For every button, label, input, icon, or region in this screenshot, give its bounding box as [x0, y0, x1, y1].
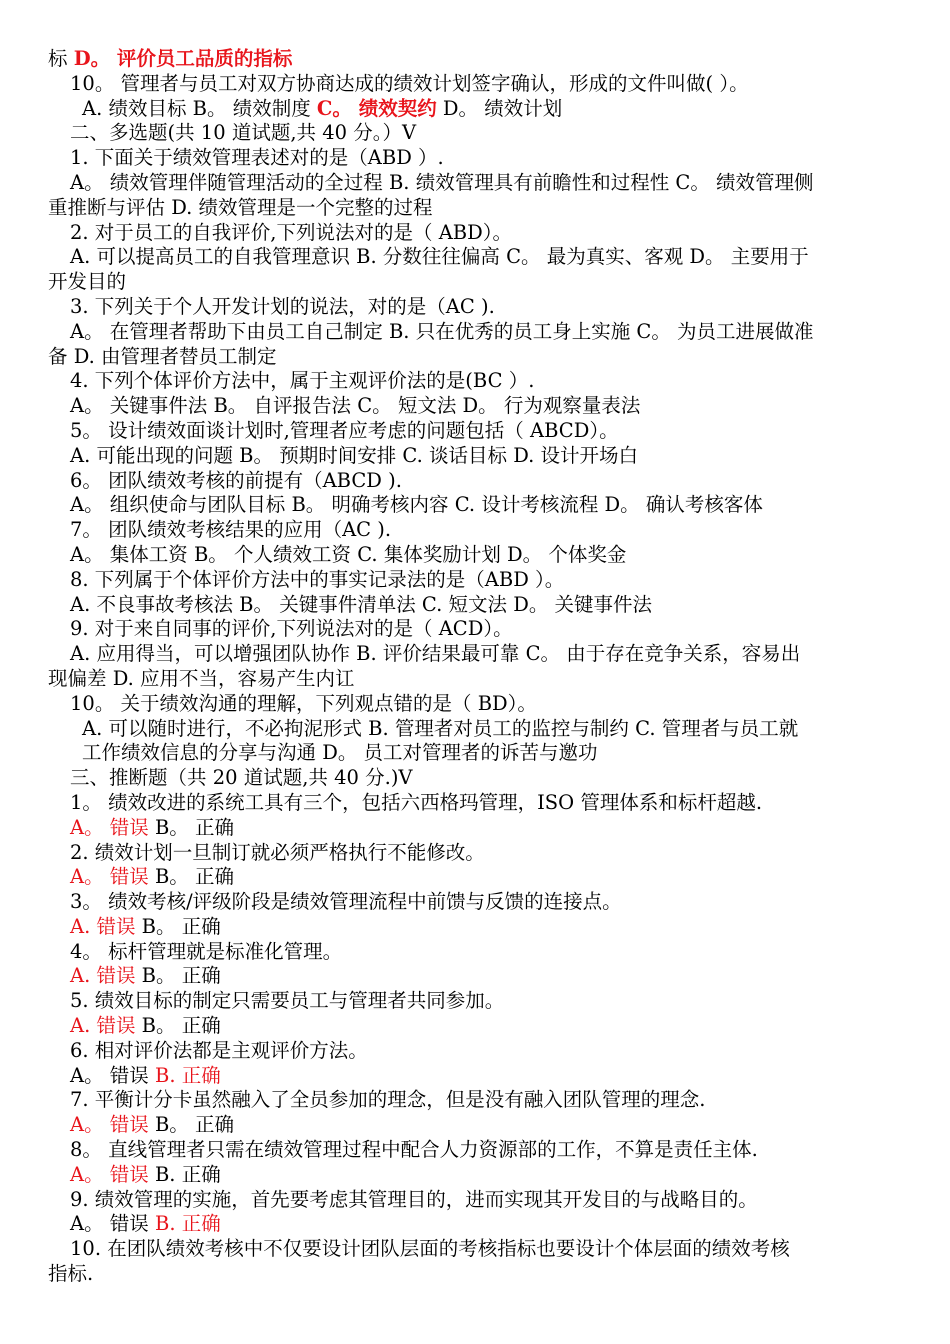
text-segment: A。 关键事件法 B。 自评报告法 C。 短文法 D。 行为观察量表法 [70, 394, 641, 418]
text-line [48, 97, 906, 122]
text-line [48, 692, 906, 717]
text-segment: A。 绩效管理伴随管理活动的全过程 B. 绩效管理具有前瞻性和过程性 C。 绩效管理侧 [70, 170, 814, 194]
highlighted-answer: A。 错误 [70, 815, 149, 839]
text-line [48, 171, 906, 196]
highlighted-answer: A。 错误 [70, 865, 149, 889]
text-line [48, 394, 906, 419]
text-segment: A。 组织使命与团队目标 B。 明确考核内容 C. 设计考核流程 D。 确认考核客体 [70, 493, 763, 517]
text-segment: 指标. [48, 1262, 94, 1286]
text-segment: A. 可能出现的问题 B。 预期时间安排 C. 谈话目标 D. 设计开场白 [70, 443, 639, 467]
text-line [48, 444, 906, 469]
text-segment: 工作绩效信息的分享与沟通 D。 员工对管理者的诉苦与邀功 [82, 741, 598, 765]
text-line [48, 865, 906, 890]
text-line [48, 1088, 906, 1113]
text-line [48, 816, 906, 841]
text-segment: 2. 对于员工的自我评价,下列说法对的是（ ABD）。 [70, 220, 512, 244]
highlighted-answer: B. 正确 [154, 1063, 221, 1087]
text-segment: 6。 团队绩效考核的前提有（ABCD ). [70, 468, 402, 492]
text-segment: 5。 设计绩效面谈计划时,管理者应考虑的问题包括（ ABCD）。 [70, 418, 619, 442]
text-line [48, 940, 906, 965]
text-line [48, 841, 906, 866]
text-segment: 开发目的 [48, 270, 127, 294]
highlighted-answer: A。 错误 [70, 1162, 149, 1186]
text-segment: 9. 对于来自同事的评价,下列说法对的是（ ACD）。 [70, 617, 513, 641]
text-segment: A. 应用得当，可以增强团队协作 B. 评价结果最可靠 C。 由于存在竞争关系，容易出 [70, 642, 801, 666]
text-segment: 2. 绩效计划一旦制订就必须严格执行不能修改。 [70, 840, 485, 864]
text-line [48, 890, 906, 915]
highlighted-answer: A. 错误 [70, 914, 136, 938]
text-segment: 6. 相对评价法都是主观评价方法。 [70, 1038, 368, 1062]
text-segment: 三、推断题（共 20 道试题,共 40 分.)V [70, 766, 413, 790]
text-line [48, 1039, 906, 1064]
text-line [48, 543, 906, 568]
text-segment: 8。 直线管理者只需在绩效管理过程中配合人力资源部的工作，不算是责任主体. [70, 1138, 758, 1162]
text-line [48, 146, 906, 171]
highlighted-answer: A。 错误 [70, 1113, 149, 1137]
text-segment: B。 正确 [135, 914, 221, 938]
text-line [48, 964, 906, 989]
text-segment: D。 绩效计划 [436, 96, 563, 120]
text-line [48, 1188, 906, 1213]
text-segment: 10. 在团队绩效考核中不仅要设计团队层面的考核指标也要设计个体层面的绩效考核 [70, 1237, 790, 1261]
text-line [48, 196, 906, 221]
highlighted-answer: B. 正确 [154, 1212, 221, 1236]
text-segment: B。 正确 [135, 964, 221, 988]
text-line [48, 518, 906, 543]
text-line [48, 345, 906, 370]
text-segment: A。 错误 [70, 1063, 155, 1087]
text-line [48, 1014, 906, 1039]
text-line [48, 221, 906, 246]
text-segment: 3。 绩效考核/评级阶段是绩效管理流程中前馈与反馈的连接点。 [70, 890, 622, 914]
text-segment: A. 可以提高员工的自我管理意识 B. 分数往往偏高 C。 最为真实、客观 D。 主要用于 [70, 245, 809, 269]
text-segment: 重推断与评估 D. 绩效管理是一个完整的过程 [48, 195, 433, 219]
text-line [48, 47, 906, 72]
text-line [48, 320, 906, 345]
text-line [48, 469, 906, 494]
text-line [48, 1262, 906, 1287]
text-line [48, 741, 906, 766]
text-segment: 8. 下列属于个体评价方法中的事实记录法的是（ABD ）。 [70, 567, 565, 591]
text-line [48, 1138, 906, 1163]
text-line [48, 915, 906, 940]
text-line [48, 717, 906, 742]
text-line [48, 1212, 906, 1237]
text-line [48, 493, 906, 518]
text-line [48, 1064, 906, 1089]
text-line [48, 72, 906, 97]
text-line [48, 593, 906, 618]
text-line [48, 989, 906, 1014]
text-segment: 二、多选题(共 10 道试题,共 40 分。）V [70, 121, 417, 145]
text-line [48, 121, 906, 146]
text-segment: B。 正确 [135, 1014, 221, 1038]
text-segment: 3. 下列关于个人开发计划的说法，对的是（AC ). [70, 294, 495, 318]
text-segment: 10。 关于绩效沟通的理解，下列观点错的是（ BD）。 [70, 691, 537, 715]
text-segment: 5. 绩效目标的制定只需要员工与管理者共同参加。 [70, 989, 505, 1013]
text-line [48, 295, 906, 320]
text-line [48, 245, 906, 270]
text-line [48, 791, 906, 816]
text-segment: B。 正确 [148, 1113, 235, 1137]
text-line [48, 568, 906, 593]
text-segment: A。 错误 [70, 1212, 155, 1236]
highlighted-answer: D。 评价员工品质的指标 [73, 47, 293, 70]
text-segment: 现偏差 D. 应用不当，容易产生内讧 [48, 666, 355, 690]
highlighted-answer: A. 错误 [70, 964, 136, 988]
highlighted-answer: C。 绩效契约 [316, 96, 437, 120]
text-line [48, 1113, 906, 1138]
text-segment: 4. 下列个体评价方法中，属于主观评价法的是(BC ）. [70, 369, 535, 393]
text-segment: A. 不良事故考核法 B。 关键事件清单法 C. 短文法 D。 关键事件法 [70, 592, 653, 616]
text-segment: B。 正确 [148, 865, 235, 889]
text-line [48, 419, 906, 444]
text-segment: A. 可以随时进行，不必拘泥形式 B. 管理者对员工的监控与制约 C. 管理者与员工就 [82, 716, 799, 740]
text-segment: 7. 平衡计分卡虽然融入了全员参加的理念，但是没有融入团队管理的理念. [70, 1088, 706, 1112]
text-segment: 备 D. 由管理者替员工制定 [48, 344, 277, 368]
text-segment: 1. 下面关于绩效管理表述对的是（ABD ）. [70, 146, 444, 170]
text-line [48, 642, 906, 667]
text-line [48, 369, 906, 394]
text-segment: 10。 管理者与员工对双方协商达成的绩效计划签字确认，形成的文件叫做( ）。 [70, 71, 749, 95]
text-segment: 标 [48, 47, 74, 70]
document-body [48, 47, 906, 1287]
text-segment: 4。 标杆管理就是标准化管理。 [70, 939, 343, 963]
text-segment: 1。 绩效改进的系统工具有三个，包括六西格玛管理，ISO 管理体系和标杆超越. [70, 790, 763, 814]
text-line [48, 617, 906, 642]
text-segment: A。 集体工资 B。 个人绩效工资 C. 集体奖励计划 D。 个体奖金 [70, 542, 627, 566]
text-segment: A. 绩效目标 B。 绩效制度 [82, 96, 317, 120]
highlighted-answer: A. 错误 [70, 1014, 136, 1038]
text-line [48, 667, 906, 692]
text-line [48, 270, 906, 295]
text-segment: B。 正确 [148, 815, 235, 839]
text-segment: 7。 团队绩效考核结果的应用（AC ). [70, 518, 392, 542]
text-line [48, 1237, 906, 1262]
text-segment: B. 正确 [148, 1162, 221, 1186]
text-line [48, 1163, 906, 1188]
text-line [48, 766, 906, 791]
text-segment: 9. 绩效管理的实施，首先要考虑其管理目的，进而实现其开发目的与战略目的。 [70, 1187, 758, 1211]
text-segment: A。 在管理者帮助下由员工自己制定 B. 只在优秀的员工身上实施 C。 为员工进展做准 [70, 319, 814, 343]
